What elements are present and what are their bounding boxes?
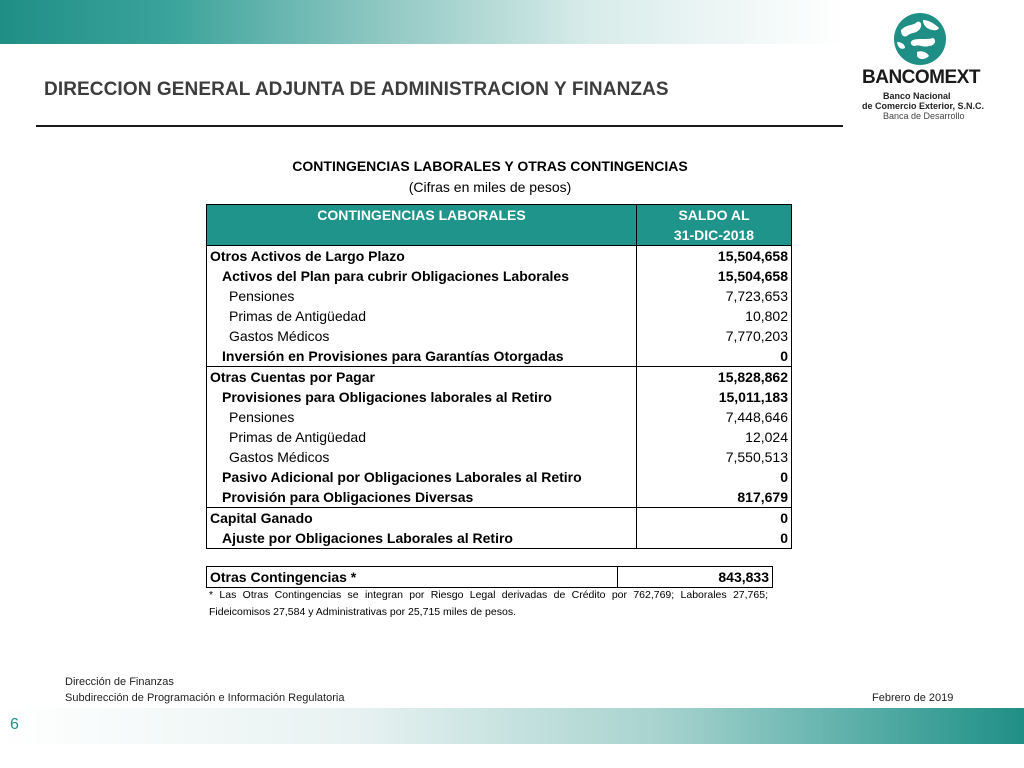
table-row	[207, 286, 792, 306]
logo-line-1: Banco Nacional	[883, 91, 951, 101]
table-row	[207, 528, 792, 549]
contingencies-table	[206, 204, 792, 549]
header-saldo: SALDO AL	[637, 205, 792, 226]
table-row	[207, 447, 792, 467]
row-label: Capital Ganado	[207, 508, 637, 529]
row-value: 0	[637, 528, 792, 549]
row-label: Pensiones	[207, 407, 637, 427]
document-title: CONTINGENCIAS LABORALES Y OTRAS CONTINGENCIAS	[292, 158, 688, 174]
page-title: DIRECCION GENERAL ADJUNTA DE ADMINISTRACION Y FINANZAS	[44, 79, 669, 100]
row-value: 0	[637, 467, 792, 487]
other-contingencies-label: Otras Contingencias *	[207, 567, 618, 588]
table-header	[207, 205, 792, 226]
page-number: 6	[10, 716, 19, 733]
row-label: Primas de Antigüedad	[207, 427, 637, 447]
row-label: Ajuste por Obligaciones Laborales al Retiro	[207, 528, 637, 549]
row-value: 15,504,658	[637, 266, 792, 286]
footnote: * Las Otras Contingencias se integran por Riesgo Legal derivadas de Crédito por 762,769; Laborales 27,765; Fideicomisos 27,584 y Administrativas por 25,715 miles de pesos.	[209, 589, 768, 618]
other-contingencies-table	[206, 566, 773, 588]
table-row	[207, 266, 792, 286]
row-value: 0	[637, 508, 792, 529]
table-row	[207, 367, 792, 388]
row-label: Primas de Antigüedad	[207, 306, 637, 326]
table-row	[207, 306, 792, 326]
footer-band	[0, 708, 1024, 744]
table-row	[207, 246, 792, 267]
other-contingencies-value: 843,833	[618, 567, 773, 588]
row-value: 15,504,658	[637, 246, 792, 267]
row-label: Pasivo Adicional por Obligaciones Laborales al Retiro	[207, 467, 637, 487]
row-label: Inversión en Provisiones para Garantías Otorgadas	[207, 346, 637, 367]
table-row	[207, 346, 792, 367]
row-value: 15,011,183	[637, 387, 792, 407]
row-label: Activos del Plan para cubrir Obligaciones Laborales	[207, 266, 637, 286]
row-value: 7,723,653	[637, 286, 792, 306]
row-label: Otros Activos de Largo Plazo	[207, 246, 637, 267]
footer-subdepartment: Subdirección de Programación e Información Regulatoria	[65, 692, 345, 704]
table-row	[207, 487, 792, 508]
header-band	[0, 0, 843, 44]
row-value: 7,550,513	[637, 447, 792, 467]
row-value: 15,828,862	[637, 367, 792, 388]
row-value: 817,679	[637, 487, 792, 508]
row-value: 10,802	[637, 306, 792, 326]
table-row	[207, 508, 792, 529]
row-value: 7,770,203	[637, 326, 792, 346]
header-contingencias: CONTINGENCIAS LABORALES	[207, 205, 637, 246]
logo-line-3: Banca de Desarrollo	[883, 111, 965, 121]
row-value: 12,024	[637, 427, 792, 447]
row-label: Pensiones	[207, 286, 637, 306]
logo-line-2: de Comercio Exterior, S.N.C.	[862, 101, 985, 111]
row-label: Gastos Médicos	[207, 326, 637, 346]
row-label: Provisiones para Obligaciones laborales al Retiro	[207, 387, 637, 407]
table-row	[207, 326, 792, 346]
table-row	[207, 567, 773, 588]
footer-date: Febrero de 2019	[872, 692, 954, 704]
row-value: 7,448,646	[637, 407, 792, 427]
table-row	[207, 427, 792, 447]
row-label: Gastos Médicos	[207, 447, 637, 467]
table-row	[207, 387, 792, 407]
globe-icon	[893, 12, 947, 66]
document-subtitle: (Cifras en miles de pesos)	[408, 179, 572, 195]
row-label: Provisión para Obligaciones Diversas	[207, 487, 637, 508]
logo-name: BANCOMEXT	[862, 67, 980, 88]
footer-department: Dirección de Finanzas	[65, 676, 174, 688]
row-value: 0	[637, 346, 792, 367]
header-date: 31-DIC-2018	[637, 225, 792, 246]
table-row	[207, 407, 792, 427]
row-label: Otras Cuentas por Pagar	[207, 367, 637, 388]
title-divider	[36, 125, 843, 127]
table-row	[207, 467, 792, 487]
